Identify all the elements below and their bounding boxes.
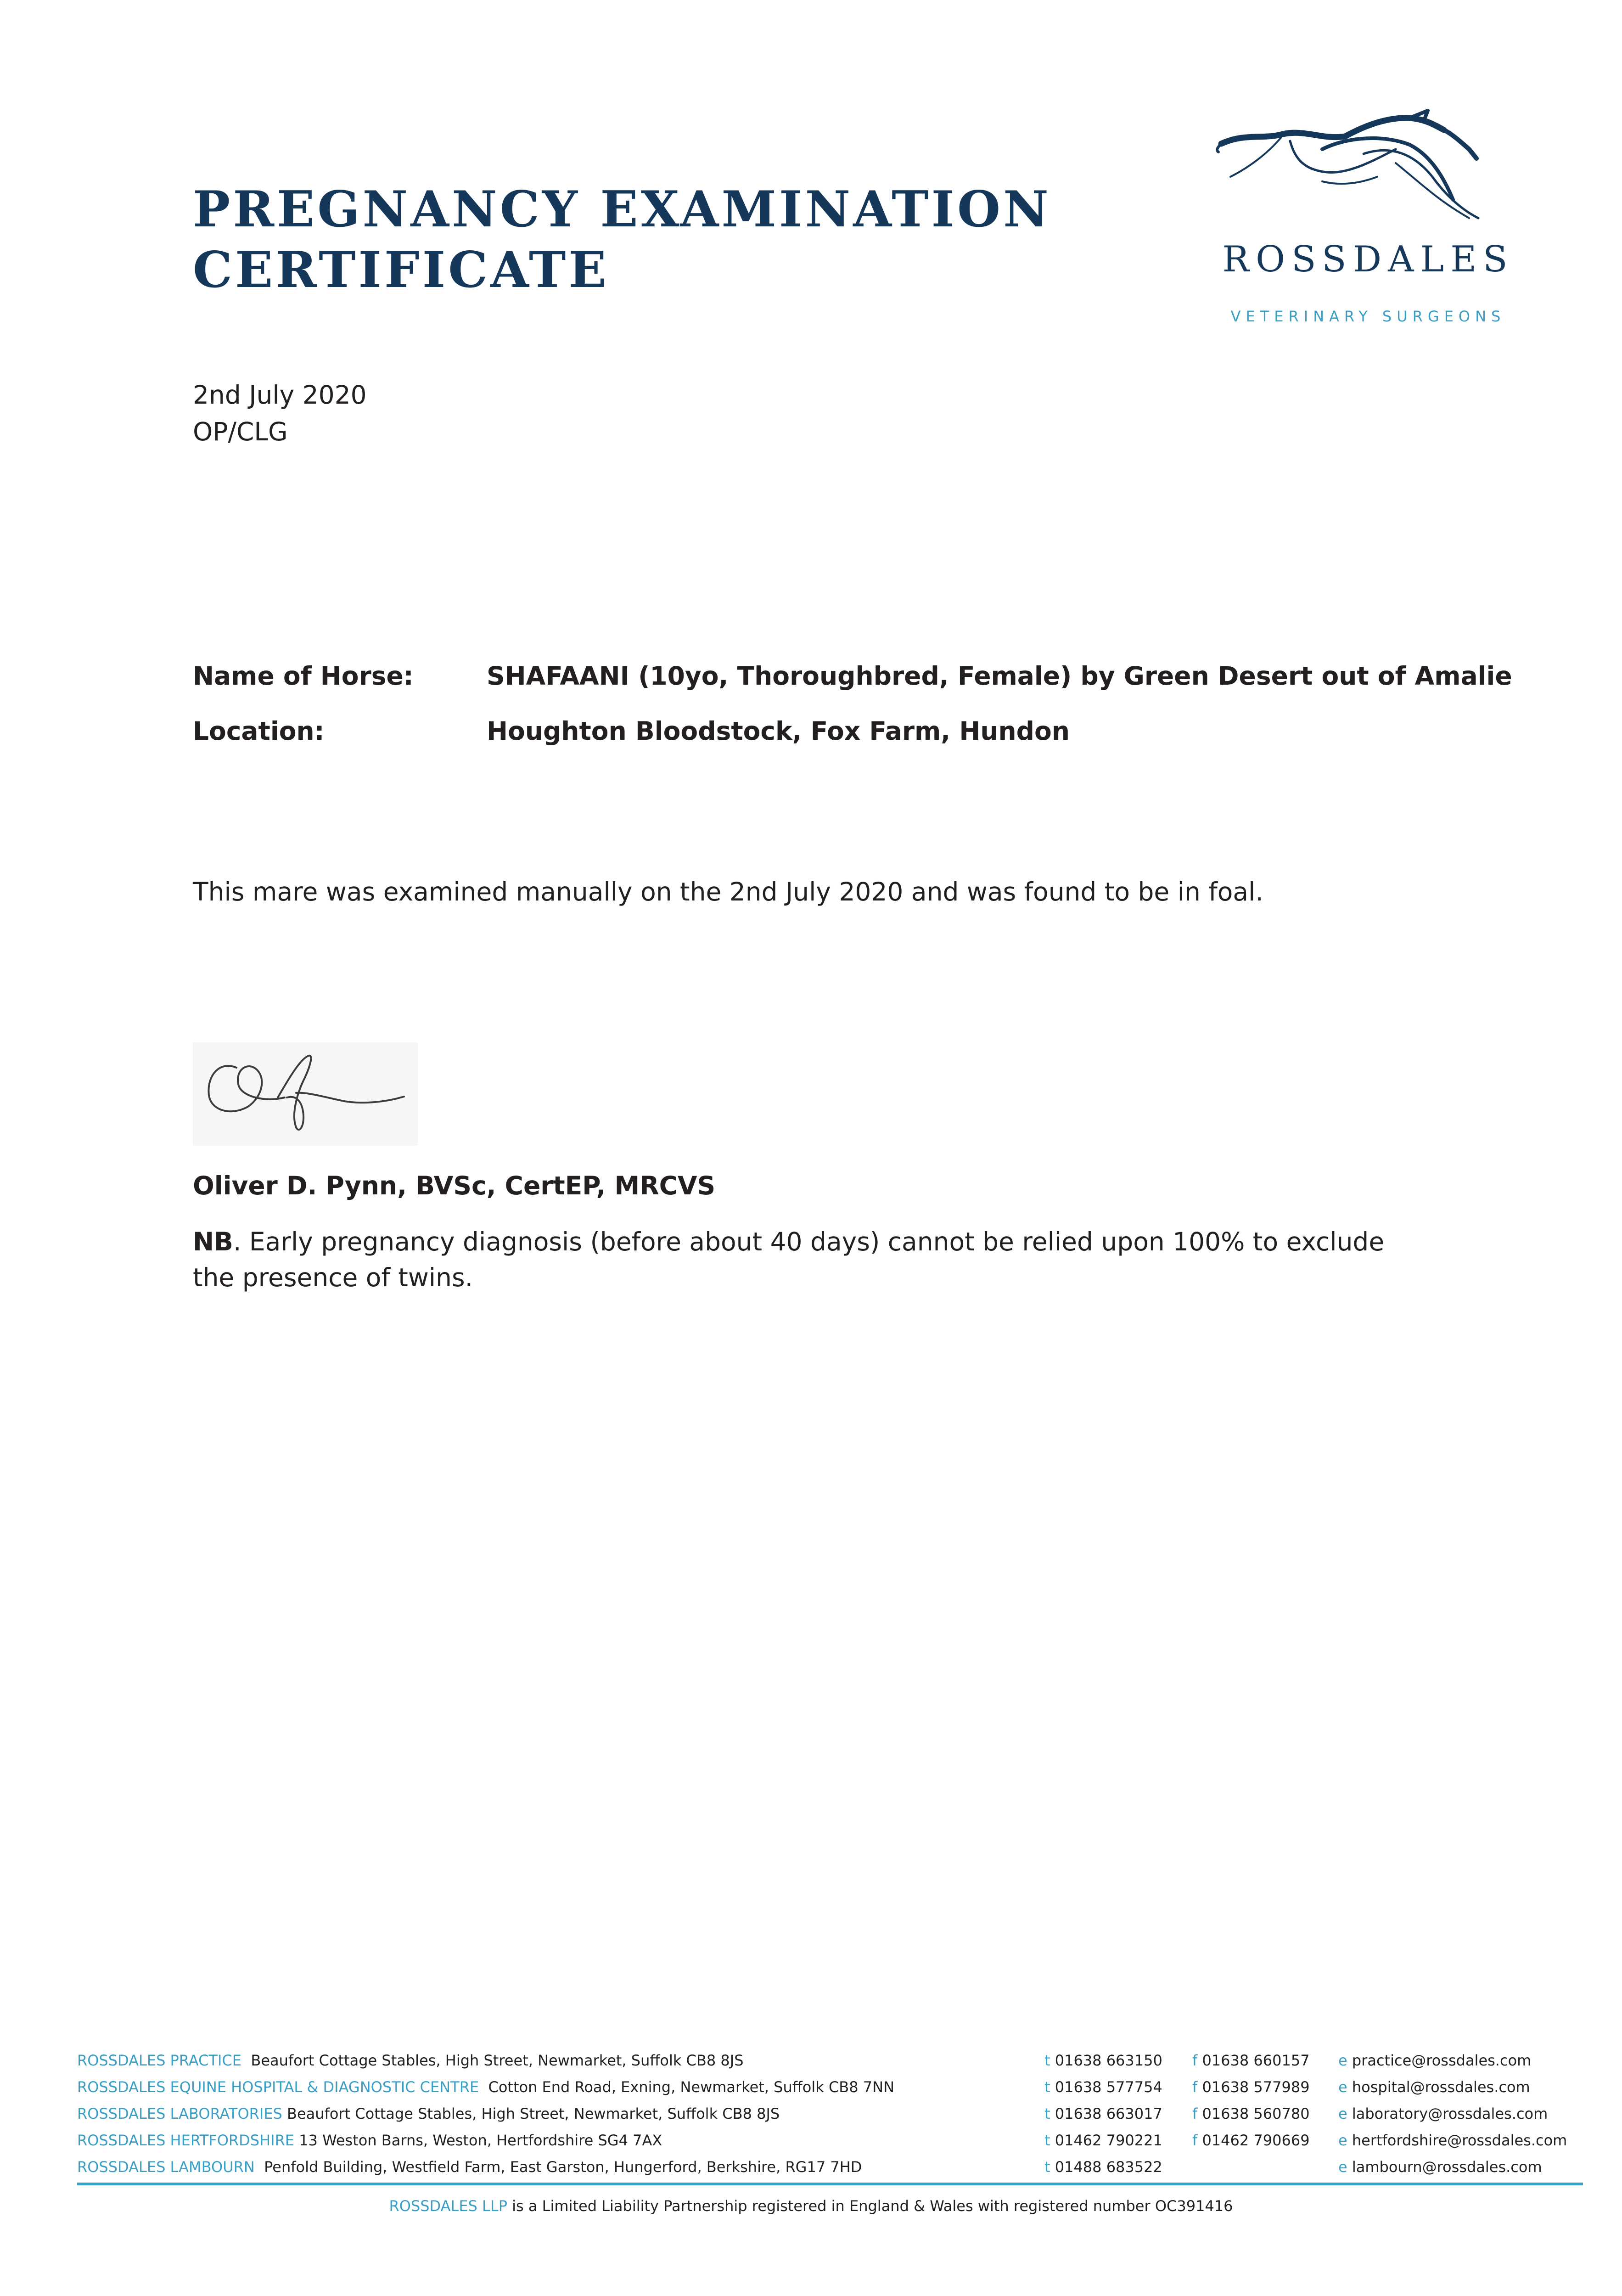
office-name: ROSSDALES EQUINE HOSPITAL & DIAGNOSTIC CENTRE xyxy=(77,2078,479,2096)
office-email[interactable]: hospital@rossdales.com xyxy=(1352,2078,1530,2096)
phone-prefix: t xyxy=(1044,2105,1050,2122)
office-fax: 01638 560780 xyxy=(1202,2105,1310,2122)
email-prefix: e xyxy=(1338,2078,1347,2096)
examination-statement: This mare was examined manually on the 2nd July 2020 and was found to be in foal. xyxy=(193,877,1263,906)
office-email[interactable]: lambourn@rossdales.com xyxy=(1352,2158,1542,2176)
logo-subtitle: VETERINARY SURGEONS xyxy=(1230,308,1506,325)
reference-code: OP/CLG xyxy=(193,417,288,446)
issue-date: 2nd July 2020 xyxy=(193,380,367,410)
location-label: Location: xyxy=(193,716,325,746)
office-row xyxy=(77,2047,1592,2074)
footer-divider xyxy=(77,2183,1583,2185)
twins-note xyxy=(193,1224,1432,1295)
fax-prefix: f xyxy=(1192,2105,1198,2122)
office-address: Beaufort Cottage Stables, High Street, Newmarket, Suffolk CB8 8JS xyxy=(287,2105,780,2122)
phone-prefix: t xyxy=(1044,2052,1050,2069)
office-name: ROSSDALES LAMBOURN xyxy=(77,2158,255,2176)
signature-icon xyxy=(193,1042,418,1146)
signature-image xyxy=(193,1042,418,1146)
horse-name-label: Name of Horse: xyxy=(193,661,414,691)
office-name: ROSSDALES PRACTICE xyxy=(77,2052,241,2069)
office-row xyxy=(77,2127,1592,2154)
email-prefix: e xyxy=(1338,2105,1347,2122)
email-prefix: e xyxy=(1338,2158,1347,2176)
office-address: Cotton End Road, Exning, Newmarket, Suffolk CB8 7NN xyxy=(488,2078,895,2096)
office-fax: 01638 660157 xyxy=(1202,2052,1310,2069)
logo-wordmark: ROSSDALES xyxy=(1222,239,1514,280)
signer-name: Oliver D. Pynn, BVSc, CertEP, MRCVS xyxy=(193,1171,716,1200)
office-name: ROSSDALES HERTFORDSHIRE xyxy=(77,2132,295,2149)
note-label: NB xyxy=(193,1227,233,1256)
office-row xyxy=(77,2154,1592,2180)
office-row xyxy=(77,2100,1592,2127)
office-fax: 01462 790669 xyxy=(1202,2132,1310,2149)
office-email[interactable]: laboratory@rossdales.com xyxy=(1352,2105,1548,2122)
office-address: 13 Weston Barns, Weston, Hertfordshire SG4 7AX xyxy=(299,2132,662,2149)
title-line-2: CERTIFICATE xyxy=(193,241,609,299)
note-text: . Early pregnancy diagnosis (before about 40 days) cannot be relied upon 100% to exclude the presence of twins. xyxy=(193,1227,1385,1292)
registration-line xyxy=(0,2197,1622,2215)
office-name: ROSSDALES LABORATORIES xyxy=(77,2105,282,2122)
email-prefix: e xyxy=(1338,2132,1347,2149)
office-fax: 01638 577989 xyxy=(1202,2078,1310,2096)
registration-text: is a Limited Liability Partnership registered in England & Wales with registered number OC391416 xyxy=(507,2197,1233,2215)
phone-prefix: t xyxy=(1044,2132,1050,2149)
fax-prefix: f xyxy=(1192,2052,1198,2069)
office-row xyxy=(77,2074,1592,2100)
horse-logo-icon xyxy=(1212,108,1524,246)
office-address: Penfold Building, Westfield Farm, East Garston, Hungerford, Berkshire, RG17 7HD xyxy=(264,2158,862,2176)
office-phone: 01638 577754 xyxy=(1055,2078,1162,2096)
rossdales-logo xyxy=(1212,108,1524,338)
fax-prefix: f xyxy=(1192,2132,1198,2149)
email-prefix: e xyxy=(1338,2052,1347,2069)
office-phone: 01462 790221 xyxy=(1055,2132,1162,2149)
phone-prefix: t xyxy=(1044,2158,1050,2176)
reference-block xyxy=(193,377,367,450)
office-contacts xyxy=(77,2047,1592,2180)
office-phone: 01638 663017 xyxy=(1055,2105,1162,2122)
registration-name: ROSSDALES LLP xyxy=(389,2197,507,2215)
location-value: Houghton Bloodstock, Fox Farm, Hundon xyxy=(487,716,1070,746)
office-phone: 01488 683522 xyxy=(1055,2158,1162,2176)
phone-prefix: t xyxy=(1044,2078,1050,2096)
office-address: Beaufort Cottage Stables, High Street, Newmarket, Suffolk CB8 8JS xyxy=(251,2052,744,2069)
horse-name-value: SHAFAANI (10yo, Thoroughbred, Female) by Green Desert out of Amalie xyxy=(487,661,1512,691)
office-email[interactable]: practice@rossdales.com xyxy=(1352,2052,1532,2069)
title-line-1: PREGNANCY EXAMINATION xyxy=(193,180,1051,238)
office-email[interactable]: hertfordshire@rossdales.com xyxy=(1352,2132,1567,2149)
office-phone: 01638 663150 xyxy=(1055,2052,1162,2069)
certificate-title xyxy=(193,179,1051,300)
fax-prefix: f xyxy=(1192,2078,1198,2096)
